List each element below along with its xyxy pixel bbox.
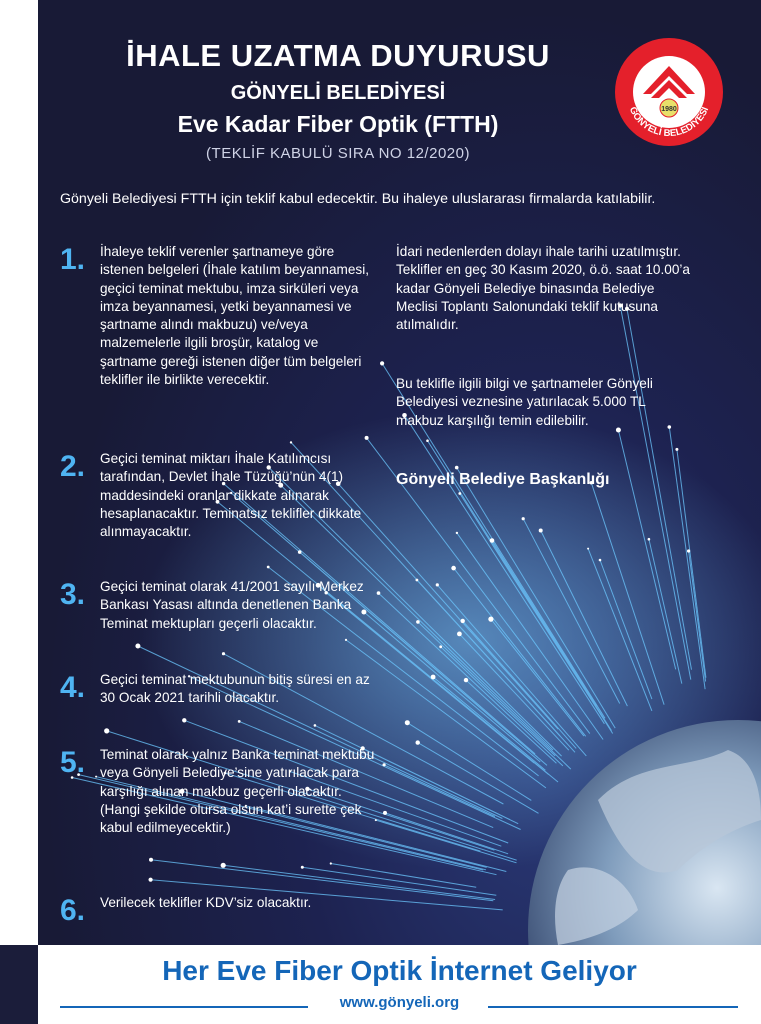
fiber-light-dot (416, 620, 420, 624)
fiber-light-dot (222, 652, 225, 655)
item-text: Verilecek teklifler KDV’siz olacaktır. (100, 895, 312, 910)
item-text: Geçici teminat mektubunun bitiş süresi en az 30 Ocak 2021 tarihli olacaktır. (100, 672, 370, 706)
fiber-light-dot (221, 863, 226, 868)
fiber-light-dot (298, 550, 302, 554)
tender-reference: (TEKLİF KABULÜ SIRA NO 12/2020) (206, 145, 470, 162)
item-text: İhaleye teklif verenler şartnameye göre istenen belgeleri (İhale katılım beyannamesi, geçici teminat mektubu, imza sirküleri veya imza beyannamesi, yetki beyannamesi ve şartname alındı makbuzu) ve/veya malzemelerle ilgili broşür, katalog ve şartname gereği istenen diğer tüm belgeleri teklifler ile birlikte verecektir. (100, 244, 370, 388)
item-text: Geçici teminat olarak 41/2001 sayılı Merkez Bankası Yasası altında denetlenen Banka Teminat mektupları geçerli olacaktır. (100, 579, 364, 631)
fiber-light-dot (290, 441, 292, 443)
fiber-light-dot (439, 645, 442, 648)
footer-divider-right (488, 1006, 738, 1008)
item-number: 6. (60, 894, 86, 927)
fiber-light-dot (416, 579, 419, 582)
fiber-light-dot (238, 720, 241, 723)
fiber-light-dot (375, 819, 377, 821)
fiber-light-dot (380, 361, 384, 365)
fiber-light-dot (267, 566, 270, 569)
fiber-light-dot (182, 718, 186, 722)
signature: Gönyeli Belediye Başkanlığı (396, 471, 610, 488)
specification-paragraph: Bu teklifle ilgili bilgi ve şartnameler Gönyeli Belediyesi veznesine yatırılacak 5.000 TL makbuz karşılığı temin edilebilir. (396, 376, 653, 428)
fiber-light-dot (490, 538, 495, 543)
fiber-light-dot (436, 583, 439, 586)
fiber-light-dot (365, 436, 369, 440)
fiber-light-dot (314, 724, 317, 727)
fiber-light-dot (539, 529, 543, 533)
fiber-light-dot (461, 619, 465, 623)
footer-banner (38, 945, 761, 1024)
fiber-light-dot (458, 492, 461, 495)
fiber-light-dot (301, 866, 304, 869)
fiber-light-dot (587, 548, 589, 550)
fiber-light-dot (149, 878, 153, 882)
item-number: 4. (60, 671, 86, 704)
fiber-light-dot (451, 566, 456, 571)
announcement-title: İHALE UZATMA DUYURUSU (126, 38, 550, 73)
fiber-light-dot (455, 466, 459, 470)
fiber-light-dot (104, 728, 109, 733)
fiber-light-dot (488, 617, 493, 622)
item-number: 2. (60, 450, 86, 483)
item-text: Geçici teminat miktarı İhale Katılımcısı tarafından, Devlet İhale Tüzüğü’nün 4(1) maddesindeki oranlar dikkate alınarak hesaplanacaktır. Teminatsız teklifler dikkate alınmayacaktır. (100, 451, 362, 540)
item-number: 5. (60, 746, 86, 779)
intro-paragraph: Gönyeli Belediyesi FTTH için teklif kabul edecektir. Bu ihaleye uluslararası firmalarda katılabilir. (60, 191, 656, 207)
website-link[interactable]: www.gönyeli.org (339, 994, 460, 1011)
fiber-light-dot (648, 538, 651, 541)
logo-year: 1980 (661, 106, 677, 113)
item-number: 1. (60, 243, 86, 276)
fiber-light-dot (149, 858, 153, 862)
fiber-light-dot (95, 776, 97, 778)
fiber-light-dot (426, 439, 429, 442)
fiber-light-dot (405, 720, 410, 725)
fiber-light-dot (599, 559, 602, 562)
item-text: Teminat olarak yalnız Banka teminat mektubu veya Gönyeli Belediye’sine yatırılacak para karşılığı alınan makbuz geçerli olacaktır. (Hangi şekilde olursa olsun kat’i surette çek kabul edilmeyecektir.) (100, 747, 375, 836)
organization-name: GÖNYELİ BELEDİYESİ (230, 82, 446, 104)
fiber-light-dot (464, 678, 468, 682)
fiber-light-dot (457, 632, 462, 637)
fiber-light-dot (456, 532, 458, 534)
fiber-light-dot (345, 639, 347, 641)
fiber-light-dot (416, 740, 420, 744)
fiber-light-dot (383, 811, 387, 815)
fiber-light-dot (135, 644, 140, 649)
tender-subject: Eve Kadar Fiber Optik (FTTH) (177, 111, 499, 137)
fiber-light-dot (330, 862, 332, 864)
left-white-margin (0, 0, 38, 945)
item-number: 3. (60, 578, 86, 611)
fiber-light-dot (377, 591, 381, 595)
fiber-light-dot (687, 549, 690, 552)
fiber-light-dot (522, 517, 525, 520)
municipality-logo (613, 36, 725, 148)
fiber-light-dot (431, 675, 436, 680)
fiber-light-dot (675, 448, 678, 451)
deadline-paragraph: İdari nedenlerden dolayı ihale tarihi uzatılmıştır. Teklifler en geç 30 Kasım 2020, ö.ö. saat 10.00’a kadar Gönyeli Belediye binasında Belediye Meclisi Toplantı Salonundaki teklif kutusuna atılmalıdır. (396, 244, 690, 333)
fiber-light-dot (383, 763, 386, 766)
logo-ring-text: GÖNYELİ BELEDİYESİ (626, 105, 712, 140)
footer-slogan: Her Eve Fiber Optik İnternet Geliyor (162, 955, 637, 986)
